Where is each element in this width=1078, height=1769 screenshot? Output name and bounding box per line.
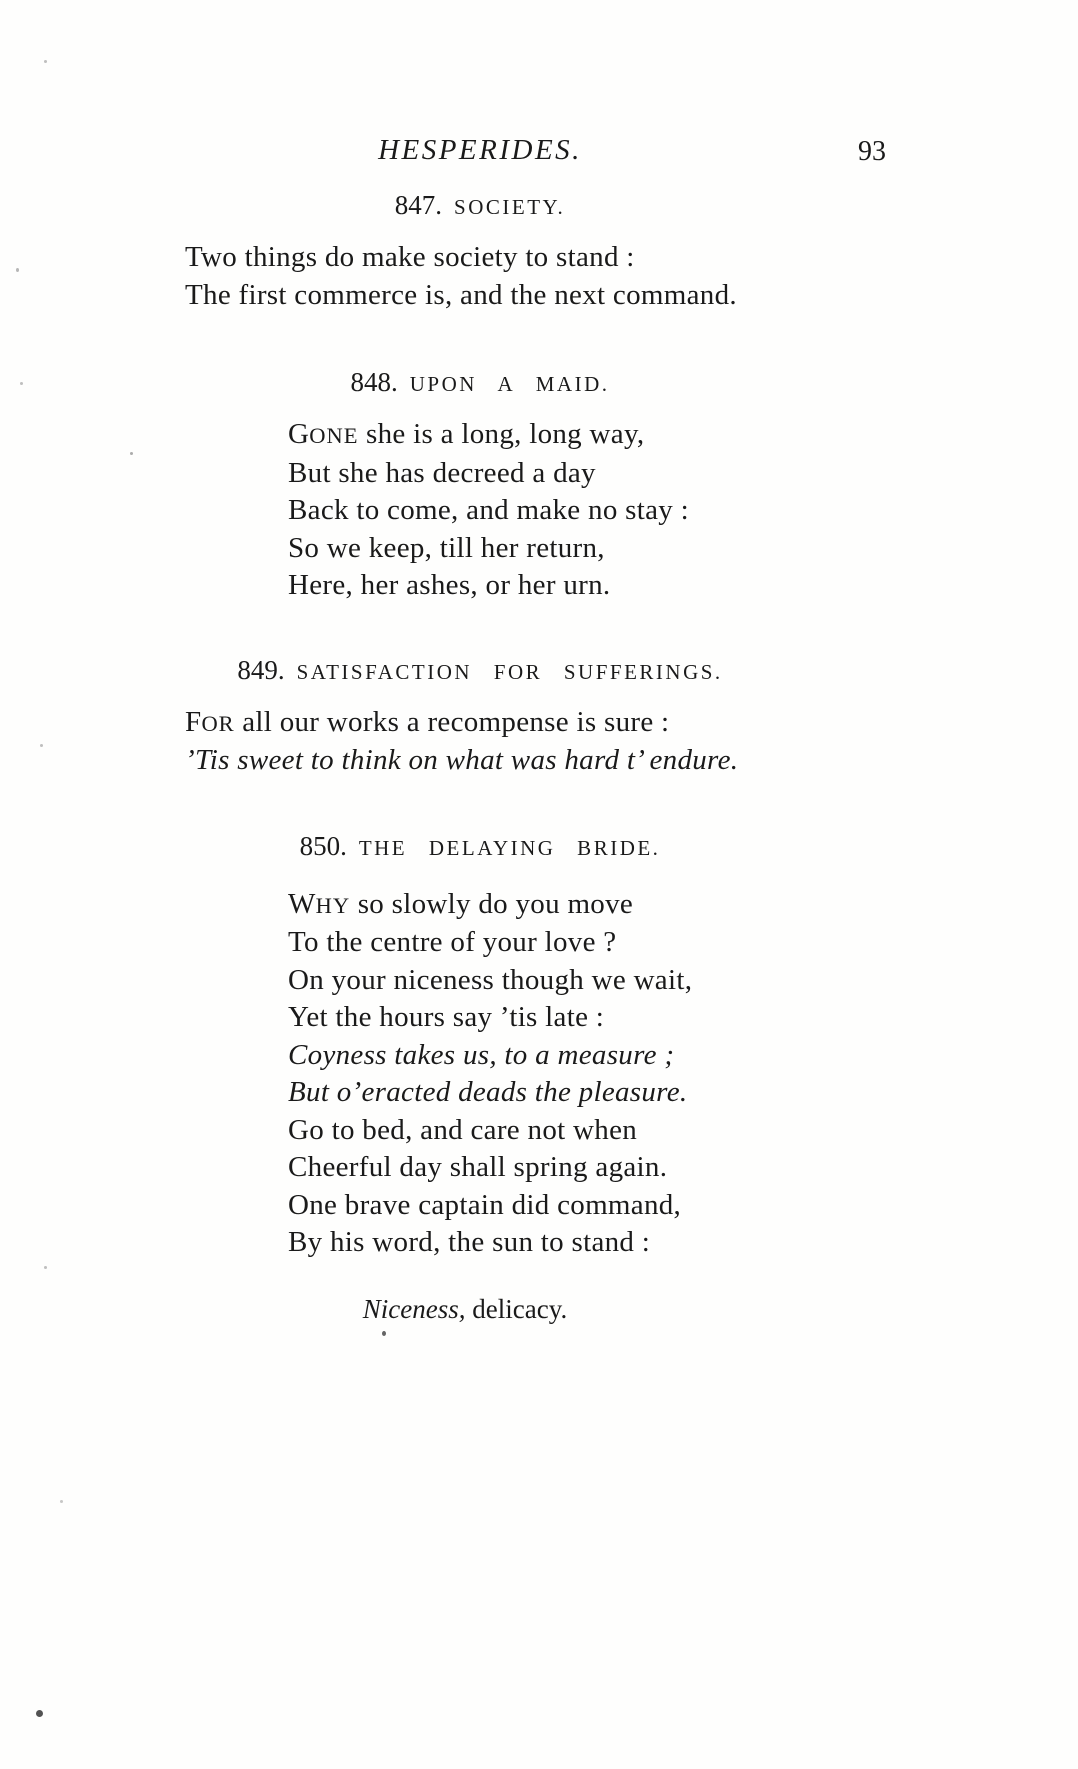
scan-speck [36, 1710, 43, 1717]
poem-line [288, 1224, 960, 1262]
poem-line [288, 492, 960, 530]
poem-line [288, 455, 960, 493]
small-caps-initial: W [288, 887, 316, 920]
poem-line-text: On your niceness though we wait, [288, 963, 693, 996]
poem-line-text: By his word, the sun to stand : [288, 1226, 651, 1258]
scan-speck [20, 382, 23, 385]
poem-line [288, 962, 960, 1000]
poem-line-text: To the centre of your love ? [288, 926, 617, 958]
poem-section-849 [0, 655, 960, 780]
poem-line [185, 239, 960, 277]
poem-line-text: Yet the hours say ’tis late : [288, 1001, 605, 1033]
poem-number: 849. [237, 654, 285, 685]
poem-line-text: Cheerful day shall spring again. [288, 1151, 668, 1183]
poem-line-text: One brave captain did command, [288, 1188, 682, 1221]
poem-heading [0, 831, 960, 866]
small-caps-rest: HY [315, 892, 351, 918]
poem-line-text: The first commerce is, and the next command. [185, 278, 737, 311]
poem-body [0, 239, 960, 314]
poem-line-text: Back to come, and make no stay : [288, 494, 689, 526]
poem-line-text: so slowly do you move [350, 887, 634, 920]
scan-speck [16, 268, 19, 272]
poem-line [185, 277, 960, 315]
poem-line [185, 742, 960, 780]
poem-title: THE DELAYING BRIDE. [358, 835, 661, 860]
poem-section-848 [0, 367, 960, 605]
poem-line [288, 1112, 960, 1150]
poem-line [288, 924, 960, 962]
poem-line [288, 1187, 960, 1225]
small-caps-rest: ONE [309, 423, 359, 448]
small-caps-initial: G [288, 418, 310, 450]
poem-heading [0, 190, 960, 225]
poem-heading [0, 655, 960, 690]
small-caps-rest: OR [201, 710, 235, 736]
poem-title: SATISFACTION FOR SUFFERINGS. [296, 659, 723, 684]
scan-speck [382, 1331, 386, 1336]
poem-body [0, 416, 960, 605]
poem-line-text: Coyness takes us, to a measure ; [288, 1038, 675, 1071]
poem-line-text: Here, her ashes, or her urn. [288, 569, 611, 601]
poem-line-text: So we keep, till her return, [288, 531, 605, 564]
poem-line [288, 416, 960, 455]
scan-speck [60, 1500, 63, 1503]
poem-line-text: But she has decreed a day [288, 456, 596, 489]
poem-line [288, 1074, 960, 1112]
poem-line [288, 1037, 960, 1075]
running-header: HESPERIDES. [378, 134, 582, 166]
poem-line-text: But o’eracted deads the pleasure. [288, 1076, 688, 1108]
poem-line [185, 704, 960, 743]
poem-line-text: all our works a recompense is sure : [234, 705, 670, 738]
page-content [0, 168, 960, 1326]
footnote [0, 1292, 930, 1326]
scan-speck [130, 452, 133, 455]
poem-heading [0, 367, 960, 402]
poem-number: 847. [394, 190, 443, 220]
poems-container [0, 190, 960, 1262]
poem-number: 850. [299, 830, 347, 861]
poem-body [0, 886, 960, 1262]
poem-section-847 [0, 190, 960, 314]
poem-title: UPON A MAID. [409, 372, 610, 396]
poem-line-text: Go to bed, and care not when [288, 1113, 638, 1146]
poem-section-850 [0, 831, 960, 1262]
poem-line [288, 567, 960, 605]
poem-title: SOCIETY. [454, 195, 566, 219]
footnote-term: Niceness, [362, 1293, 466, 1324]
poem-body [0, 704, 960, 780]
poem-number: 848. [350, 367, 398, 397]
scan-speck [40, 744, 43, 747]
scan-speck [44, 1266, 47, 1269]
poem-line [288, 1149, 960, 1187]
poem-line-text: ’Tis sweet to think on what was hard t’ endure. [185, 744, 739, 776]
poem-line [288, 999, 960, 1037]
poem-line-text: she is a long, long way, [358, 418, 645, 450]
footnote-definition: delicacy. [465, 1293, 568, 1324]
page-number: 93 [858, 136, 886, 167]
poem-line-text: Two things do make society to stand : [185, 241, 635, 273]
poem-line [288, 530, 960, 568]
poem-line [288, 886, 960, 925]
small-caps-initial: F [185, 705, 202, 738]
scan-speck [44, 60, 47, 63]
